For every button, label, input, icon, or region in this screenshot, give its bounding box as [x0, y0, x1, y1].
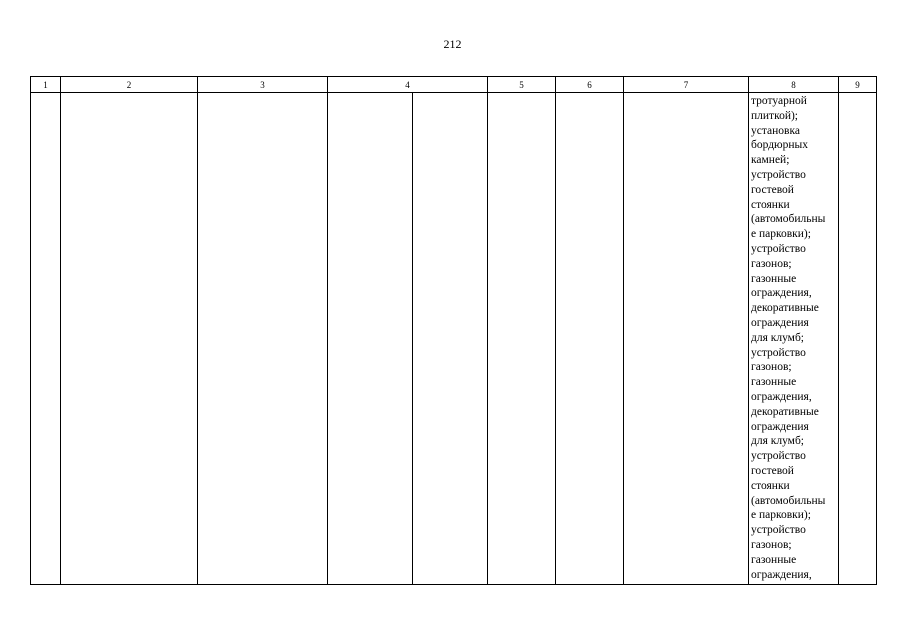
cell-text-line: ограждения [751, 420, 809, 433]
header-cell-3: 3 [198, 77, 328, 93]
cell-text-line: плиткой); [751, 109, 799, 122]
cell-text-line: ограждения, [751, 390, 812, 403]
cell-text-line: газонов; [751, 257, 792, 270]
cell-text-line: стоянки [751, 198, 790, 211]
page-number: 212 [443, 37, 462, 51]
document-table [30, 76, 877, 585]
body-cell-6 [556, 93, 624, 585]
body-cell-8 [749, 93, 839, 585]
table-header-row [31, 77, 877, 93]
cell-text-line: для клумб; [751, 331, 805, 344]
body-cell-9 [839, 93, 877, 585]
column-divider [412, 93, 413, 584]
cell-text-line: устройство [751, 450, 806, 463]
cell-text-line: декоративные [751, 405, 819, 418]
cell-text-line: газонные [751, 272, 797, 285]
cell-text-line: устройство [751, 168, 806, 181]
cell-text-line: е парковки); [751, 228, 811, 241]
cell-text-line: ограждения, [751, 287, 812, 300]
cell-text-line: (автомобильны [751, 494, 826, 507]
cell-text-line: газонные [751, 553, 797, 566]
body-cell-2 [61, 93, 198, 585]
header-cell-6: 6 [556, 77, 624, 93]
cell-text-line: тротуарной [751, 95, 807, 107]
cell-text-line: декоративные [751, 302, 819, 315]
cell-text-line: бордюрных [751, 139, 809, 152]
header-cell-9: 9 [839, 77, 877, 93]
cell-text-line: устройство [751, 524, 806, 537]
cell-text-line: газонов; [751, 361, 792, 374]
cell-text-line: газонов; [751, 538, 792, 551]
header-cell-7: 7 [624, 77, 749, 93]
cell-text-line: стоянки [751, 479, 790, 492]
cell-text-line: е парковки); [751, 509, 811, 522]
cell-text-line: гостевой [751, 464, 794, 477]
header-cell-1: 1 [31, 77, 61, 93]
header-cell-4: 4 [328, 77, 488, 93]
header-cell-5: 5 [488, 77, 556, 93]
body-cell-4 [328, 93, 488, 585]
cell-text-line: установка [751, 124, 800, 137]
header-cell-2: 2 [61, 77, 198, 93]
cell-text-line: газонные [751, 376, 797, 389]
cell-text-line: ограждения, [751, 568, 812, 581]
table-row [31, 93, 877, 585]
cell-text-line: устройство [751, 346, 806, 359]
body-cell-7 [624, 93, 749, 585]
cell-text-line: (автомобильны [751, 213, 826, 226]
cell-text-line: камней; [751, 154, 790, 167]
cell-text-line: ограждения [751, 316, 809, 329]
cell-text-line: для клумб; [751, 435, 805, 448]
body-cell-1 [31, 93, 61, 585]
cell-text-line: гостевой [751, 183, 794, 196]
body-cell-3 [198, 93, 328, 585]
cell-text-line: устройство [751, 242, 806, 255]
body-cell-5 [488, 93, 556, 585]
table-container [30, 76, 876, 585]
header-cell-8: 8 [749, 77, 839, 93]
